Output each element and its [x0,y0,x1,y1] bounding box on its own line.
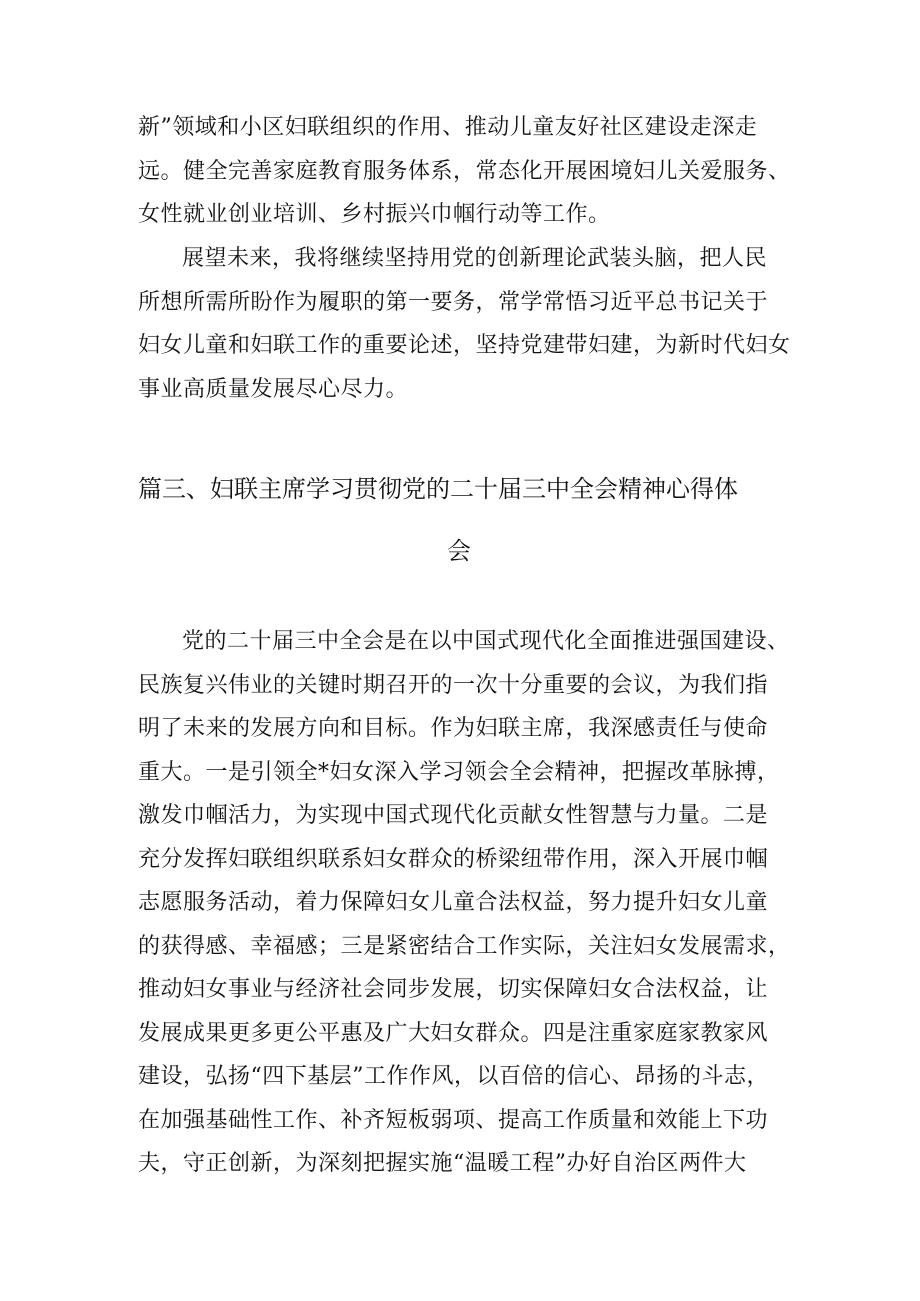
paragraph-line: 展望未来，我将继续坚持用党的创新理论武装头脑，把人民 [182,246,768,271]
paragraph-line: 明了未来的发展方向和目标。作为妇联主席，我深感责任与使命 [138,716,769,741]
paragraph-line: 妇女儿童和妇联工作的重要论述，坚持党建带妇建，为新时代妇女 [138,333,791,358]
paragraph-line: 充分发挥妇联组织联系妇女群众的桥梁纽带作用，深入开展巾帼 [138,846,769,872]
paragraph-line: 夫，守正创新，为深刻把握实施“温暖工程”办好自治区两件大 [138,1151,747,1176]
paragraph-line: 女性就业创业培训、乡村振兴巾帼行动等工作。 [138,202,611,227]
section-heading [138,458,788,582]
paragraph-line: 党的二十届三中全会是在以中国式现代化全面推进强国建设、 [182,629,790,654]
section-heading-line: 会 [447,537,471,565]
paragraph-line: 激发巾帼活力，为实现中国式现代化贡献女性智慧与力量。二是 [138,803,769,828]
paragraph-line: 所想所需所盼作为履职的第一要务，常学常悟习近平总书记关于 [138,289,769,315]
paragraph-line: 在加强基础性工作、补齐短板弱项、提高工作质量和效能上下功 [138,1107,769,1133]
paragraph-line: 的获得感、幸福感；三是紧密结合工作实际，关注妇女发展需求， [138,933,791,959]
paragraph-line: 远。健全完善家庭教育服务体系，常态化开展困境妇儿关爱服务、 [138,158,791,184]
paragraph-line: 新”领域和小区妇联组织的作用、推动儿童友好社区建设走深走 [138,115,758,140]
paragraph-outlook [138,237,791,411]
paragraph-line: 事业高质量发展尽心尽力。 [138,376,409,402]
paragraph-line: 推动妇女事业与经济社会同步发展，切实保障妇女合法权益，让 [138,977,769,1002]
section-heading-line: 篇三、妇联主席学习贯彻党的二十届三中全会精神心得体 [138,475,738,503]
paragraph-main [138,620,791,1186]
paragraph-line: 志愿服务活动，着力保障妇女儿童合法权益，努力提升妇女儿童 [138,890,769,915]
paragraph-line: 民族复兴伟业的关键时期召开的一次十分重要的会议，为我们指 [138,672,769,698]
paragraph-continued [138,106,791,237]
paragraph-line: 重大。一是引领全*妇女深入学习领会全会精神，把握改革脉搏， [138,759,780,785]
paragraph-line: 发展成果更多更公平惠及广大妇女群众。四是注重家庭家教家风 [138,1020,769,1046]
paragraph-line: 建设，弘扬“四下基层”工作作风，以百倍的信心、昂扬的斗志， [138,1064,769,1089]
